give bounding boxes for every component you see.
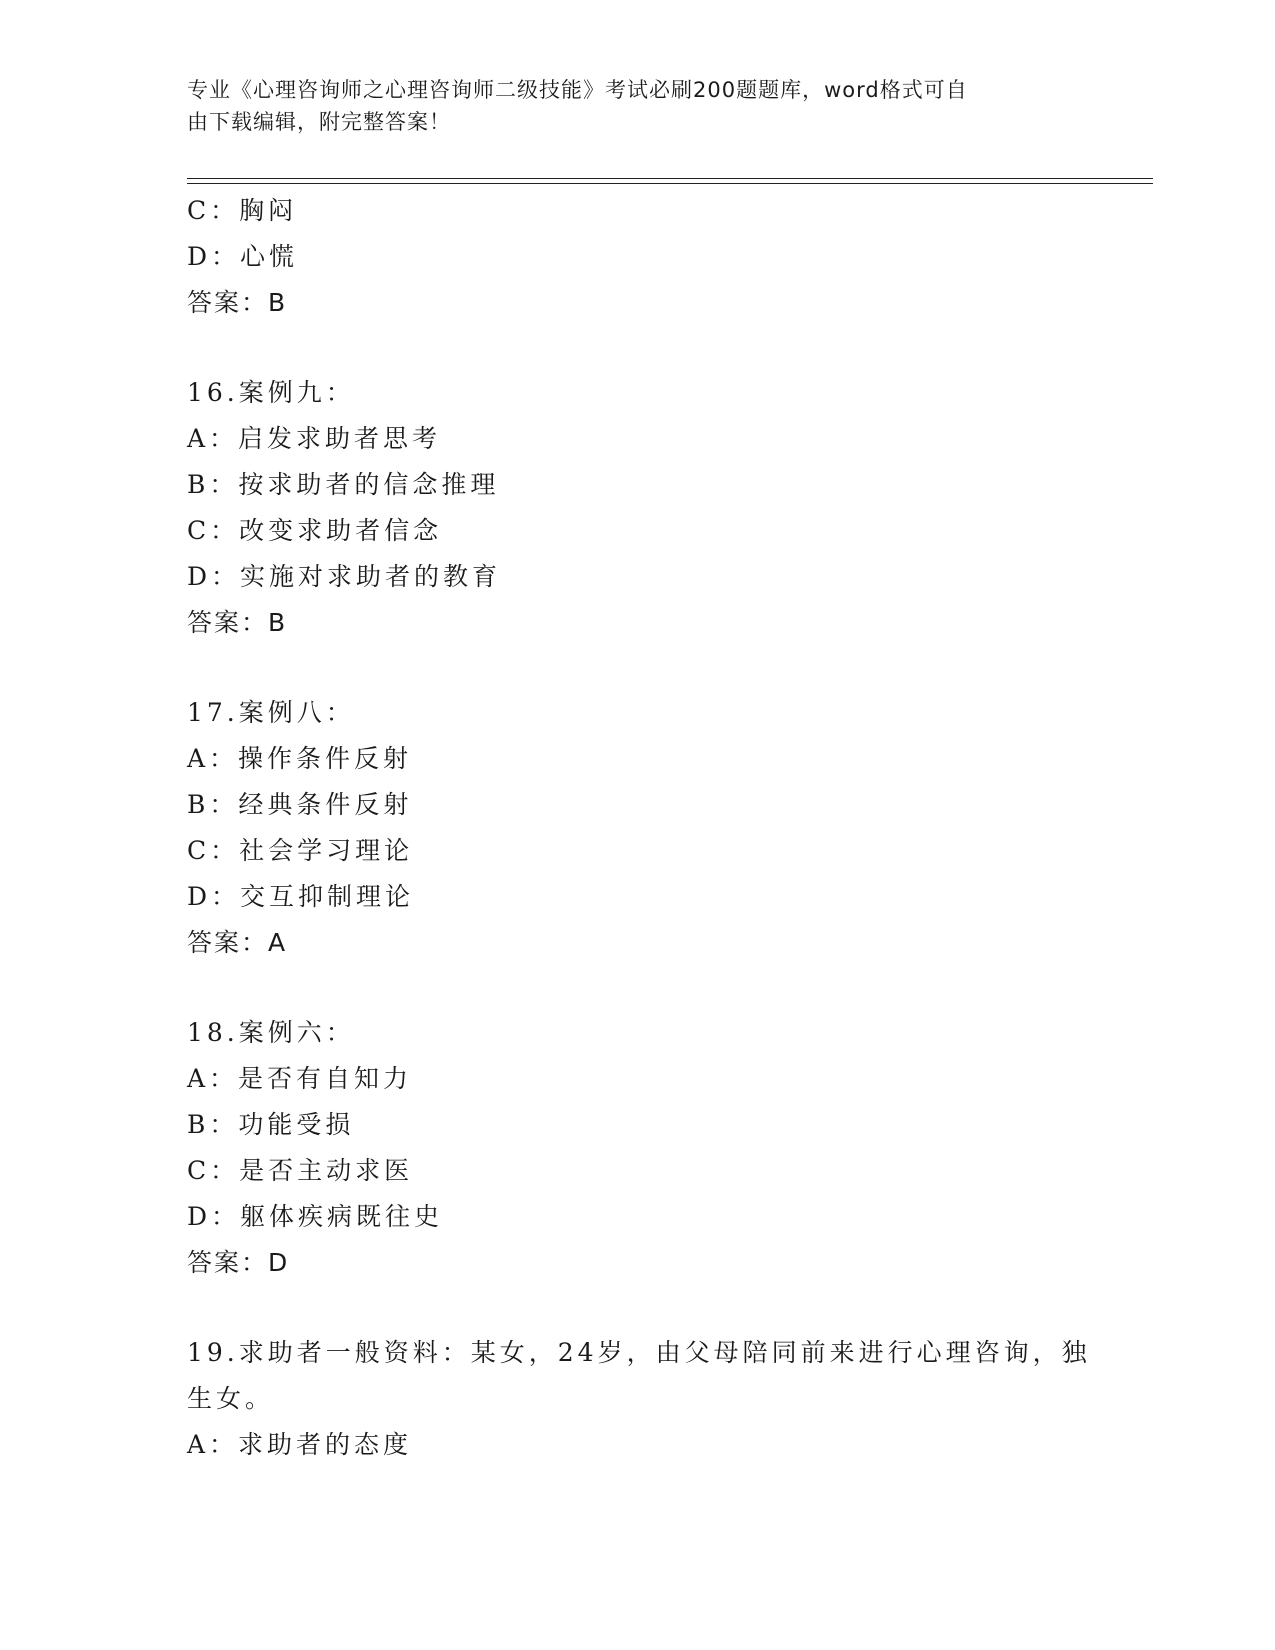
question-line: C：是否主动求医: [187, 1156, 414, 1185]
question-line: 19.求助者一般资料：某女，24岁，由父母陪同前来进行心理咨询，独: [187, 1338, 1091, 1367]
question-spacer: [187, 326, 1087, 370]
header-line-2: 由下载编辑，附完整答案！: [187, 110, 451, 134]
question-spacer: [187, 1286, 1087, 1330]
answer-line: 答案：B: [187, 288, 288, 317]
question-line: A：是否有自知力: [187, 1064, 413, 1093]
question-line: C：社会学习理论: [187, 836, 414, 865]
header-divider-top: [187, 178, 1153, 179]
header-divider-bottom: [187, 183, 1153, 184]
document-header: [187, 74, 1067, 138]
question-spacer: [187, 646, 1087, 690]
question-list: [187, 188, 1091, 1468]
question-line: 18.案例六：: [187, 1018, 355, 1047]
question-line: D：实施对求助者的教育: [187, 562, 502, 591]
question-line: A：操作条件反射: [187, 744, 413, 773]
question-line: 17.案例八：: [187, 698, 355, 727]
question-line: D：交互抑制理论: [187, 882, 415, 911]
question-line: B：按求助者的信念推理: [187, 470, 500, 499]
question-line: B：功能受损: [187, 1110, 355, 1139]
question-line: D：躯体疾病既往史: [187, 1202, 444, 1231]
question-line: C：胸闷: [187, 196, 298, 225]
answer-line: 答案：D: [187, 1248, 290, 1277]
question-line: 16.案例九：: [187, 378, 355, 407]
question-line: D：心慌: [187, 242, 299, 271]
question-line: 生女。: [187, 1384, 275, 1413]
answer-line: 答案：A: [187, 928, 288, 957]
question-line: A：求助者的态度: [187, 1430, 413, 1459]
question-line: A：启发求助者思考: [187, 424, 442, 453]
question-spacer: [187, 966, 1087, 1010]
answer-line: 答案：B: [187, 608, 288, 637]
question-line: B：经典条件反射: [187, 790, 413, 819]
question-line: C：改变求助者信念: [187, 516, 443, 545]
header-line-1: 专业《心理咨询师之心理咨询师二级技能》考试必刷200题题库，word格式可自: [187, 78, 968, 102]
